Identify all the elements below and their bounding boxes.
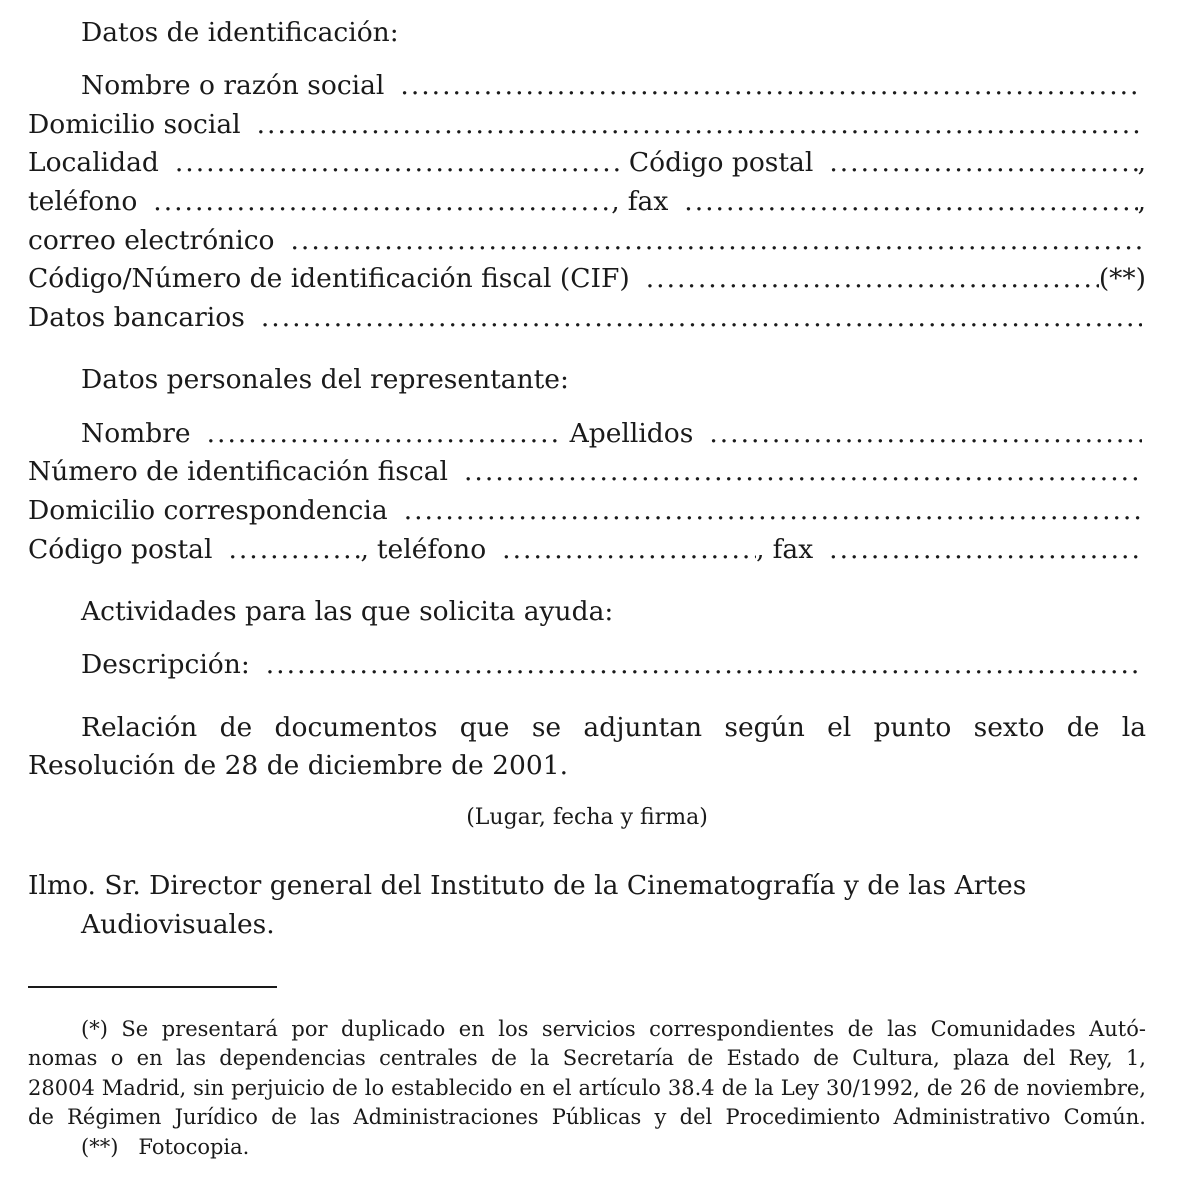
rep-fax-field[interactable] [829, 532, 1142, 568]
phone-row [28, 184, 1146, 220]
nif-field[interactable] [464, 454, 1142, 490]
postal-code-comma: , [1137, 147, 1146, 178]
address-field[interactable] [257, 107, 1142, 143]
fax-field[interactable] [684, 184, 1137, 220]
identification-heading: Datos de identificación: [81, 17, 399, 48]
signature-caption: (Lugar, fecha y firma) [466, 805, 708, 830]
email-label: correo electrónico [28, 225, 275, 256]
phone-comma: , [611, 186, 620, 217]
cif-note: (**) [1098, 263, 1146, 294]
correspondence-label: Domicilio correspondencia [28, 495, 388, 526]
description-field[interactable] [266, 647, 1142, 683]
representative-contact-row [28, 532, 1146, 568]
rep-postal-comma: , [360, 534, 369, 565]
first-name-label: Nombre [81, 418, 191, 449]
locality-label: Localidad [28, 147, 159, 178]
representative-heading: Datos personales del representante: [81, 364, 569, 395]
phone-label: teléfono [28, 186, 138, 217]
fax-label: fax [627, 186, 669, 217]
phone-field[interactable] [153, 184, 611, 220]
name-label: Nombre o razón social [81, 70, 385, 101]
footnote-1-line-1: (*) Se presentará por duplicado en los servicios correspondientes de las Comunidades Autó- [81, 1017, 1146, 1041]
nif-row [28, 454, 1146, 490]
rep-postal-code-field[interactable] [228, 532, 360, 568]
surname-label: Apellidos [569, 418, 694, 449]
locality-row [28, 145, 1146, 181]
name-field[interactable] [400, 68, 1142, 104]
bank-row [28, 300, 1146, 336]
correspondence-field[interactable] [404, 493, 1142, 529]
activities-heading: Actividades para las que solicita ayuda: [81, 596, 614, 627]
footnote-1-line-4: de Régimen Jurídico de las Administraciones Públicas y del Procedimiento Administrativo Común. [28, 1105, 1146, 1129]
footnote-2-marker: (**) [81, 1135, 119, 1159]
fax-comma: , [1137, 186, 1146, 217]
rep-phone-comma: , [756, 534, 765, 565]
rep-fax-label: fax [772, 534, 814, 565]
representative-name-row [28, 416, 1146, 452]
postal-code-label: Código postal [628, 147, 814, 178]
cif-row [28, 261, 1146, 297]
footnote-1-marker: (*) [81, 1017, 108, 1041]
description-row [28, 647, 1146, 683]
nif-label: Número de identificación fiscal [28, 456, 448, 487]
rep-postal-code-label: Código postal [28, 534, 213, 565]
email-field[interactable] [290, 223, 1142, 259]
email-row [28, 223, 1146, 259]
rep-phone-field[interactable] [502, 532, 756, 568]
footnote-1-line-2: nomas o en las dependencias centrales de la Secretaría de Estado de Cultura, plaza del Rey, 1, [28, 1046, 1146, 1070]
cif-label: Código/Número de identificación fiscal (CIF) [28, 263, 630, 294]
addressee-line-1: Ilmo. Sr. Director general del Instituto de la Cinematografía y de las Artes [28, 870, 1027, 901]
documents-line-1: Relación de documentos que se adjuntan según el punto sexto de la [81, 712, 1146, 743]
name-field-row [28, 68, 1146, 104]
addressee-line-2: Audiovisuales. [81, 909, 275, 940]
first-name-field[interactable] [207, 416, 562, 452]
footnote-1-line-3: 28004 Madrid, sin perjuicio de lo establecido en el artículo 38.4 de la Ley 30/1992, de 26 de noviembre, [28, 1076, 1146, 1100]
surname-field[interactable] [709, 416, 1142, 452]
postal-code-field[interactable] [829, 145, 1137, 181]
description-label: Descripción: [81, 649, 250, 680]
address-label: Domicilio social [28, 109, 241, 140]
documents-line-2: Resolución de 28 de diciembre de 2001. [28, 750, 569, 781]
locality-field[interactable] [175, 145, 623, 181]
correspondence-row [28, 493, 1146, 529]
footnote-divider [28, 986, 277, 988]
bank-label: Datos bancarios [28, 302, 245, 333]
footnote-2: (**) Fotocopia. [81, 1135, 250, 1159]
cif-field[interactable] [646, 261, 1099, 297]
rep-phone-label: teléfono [376, 534, 487, 565]
bank-field[interactable] [261, 300, 1142, 336]
address-field-row [28, 107, 1146, 143]
